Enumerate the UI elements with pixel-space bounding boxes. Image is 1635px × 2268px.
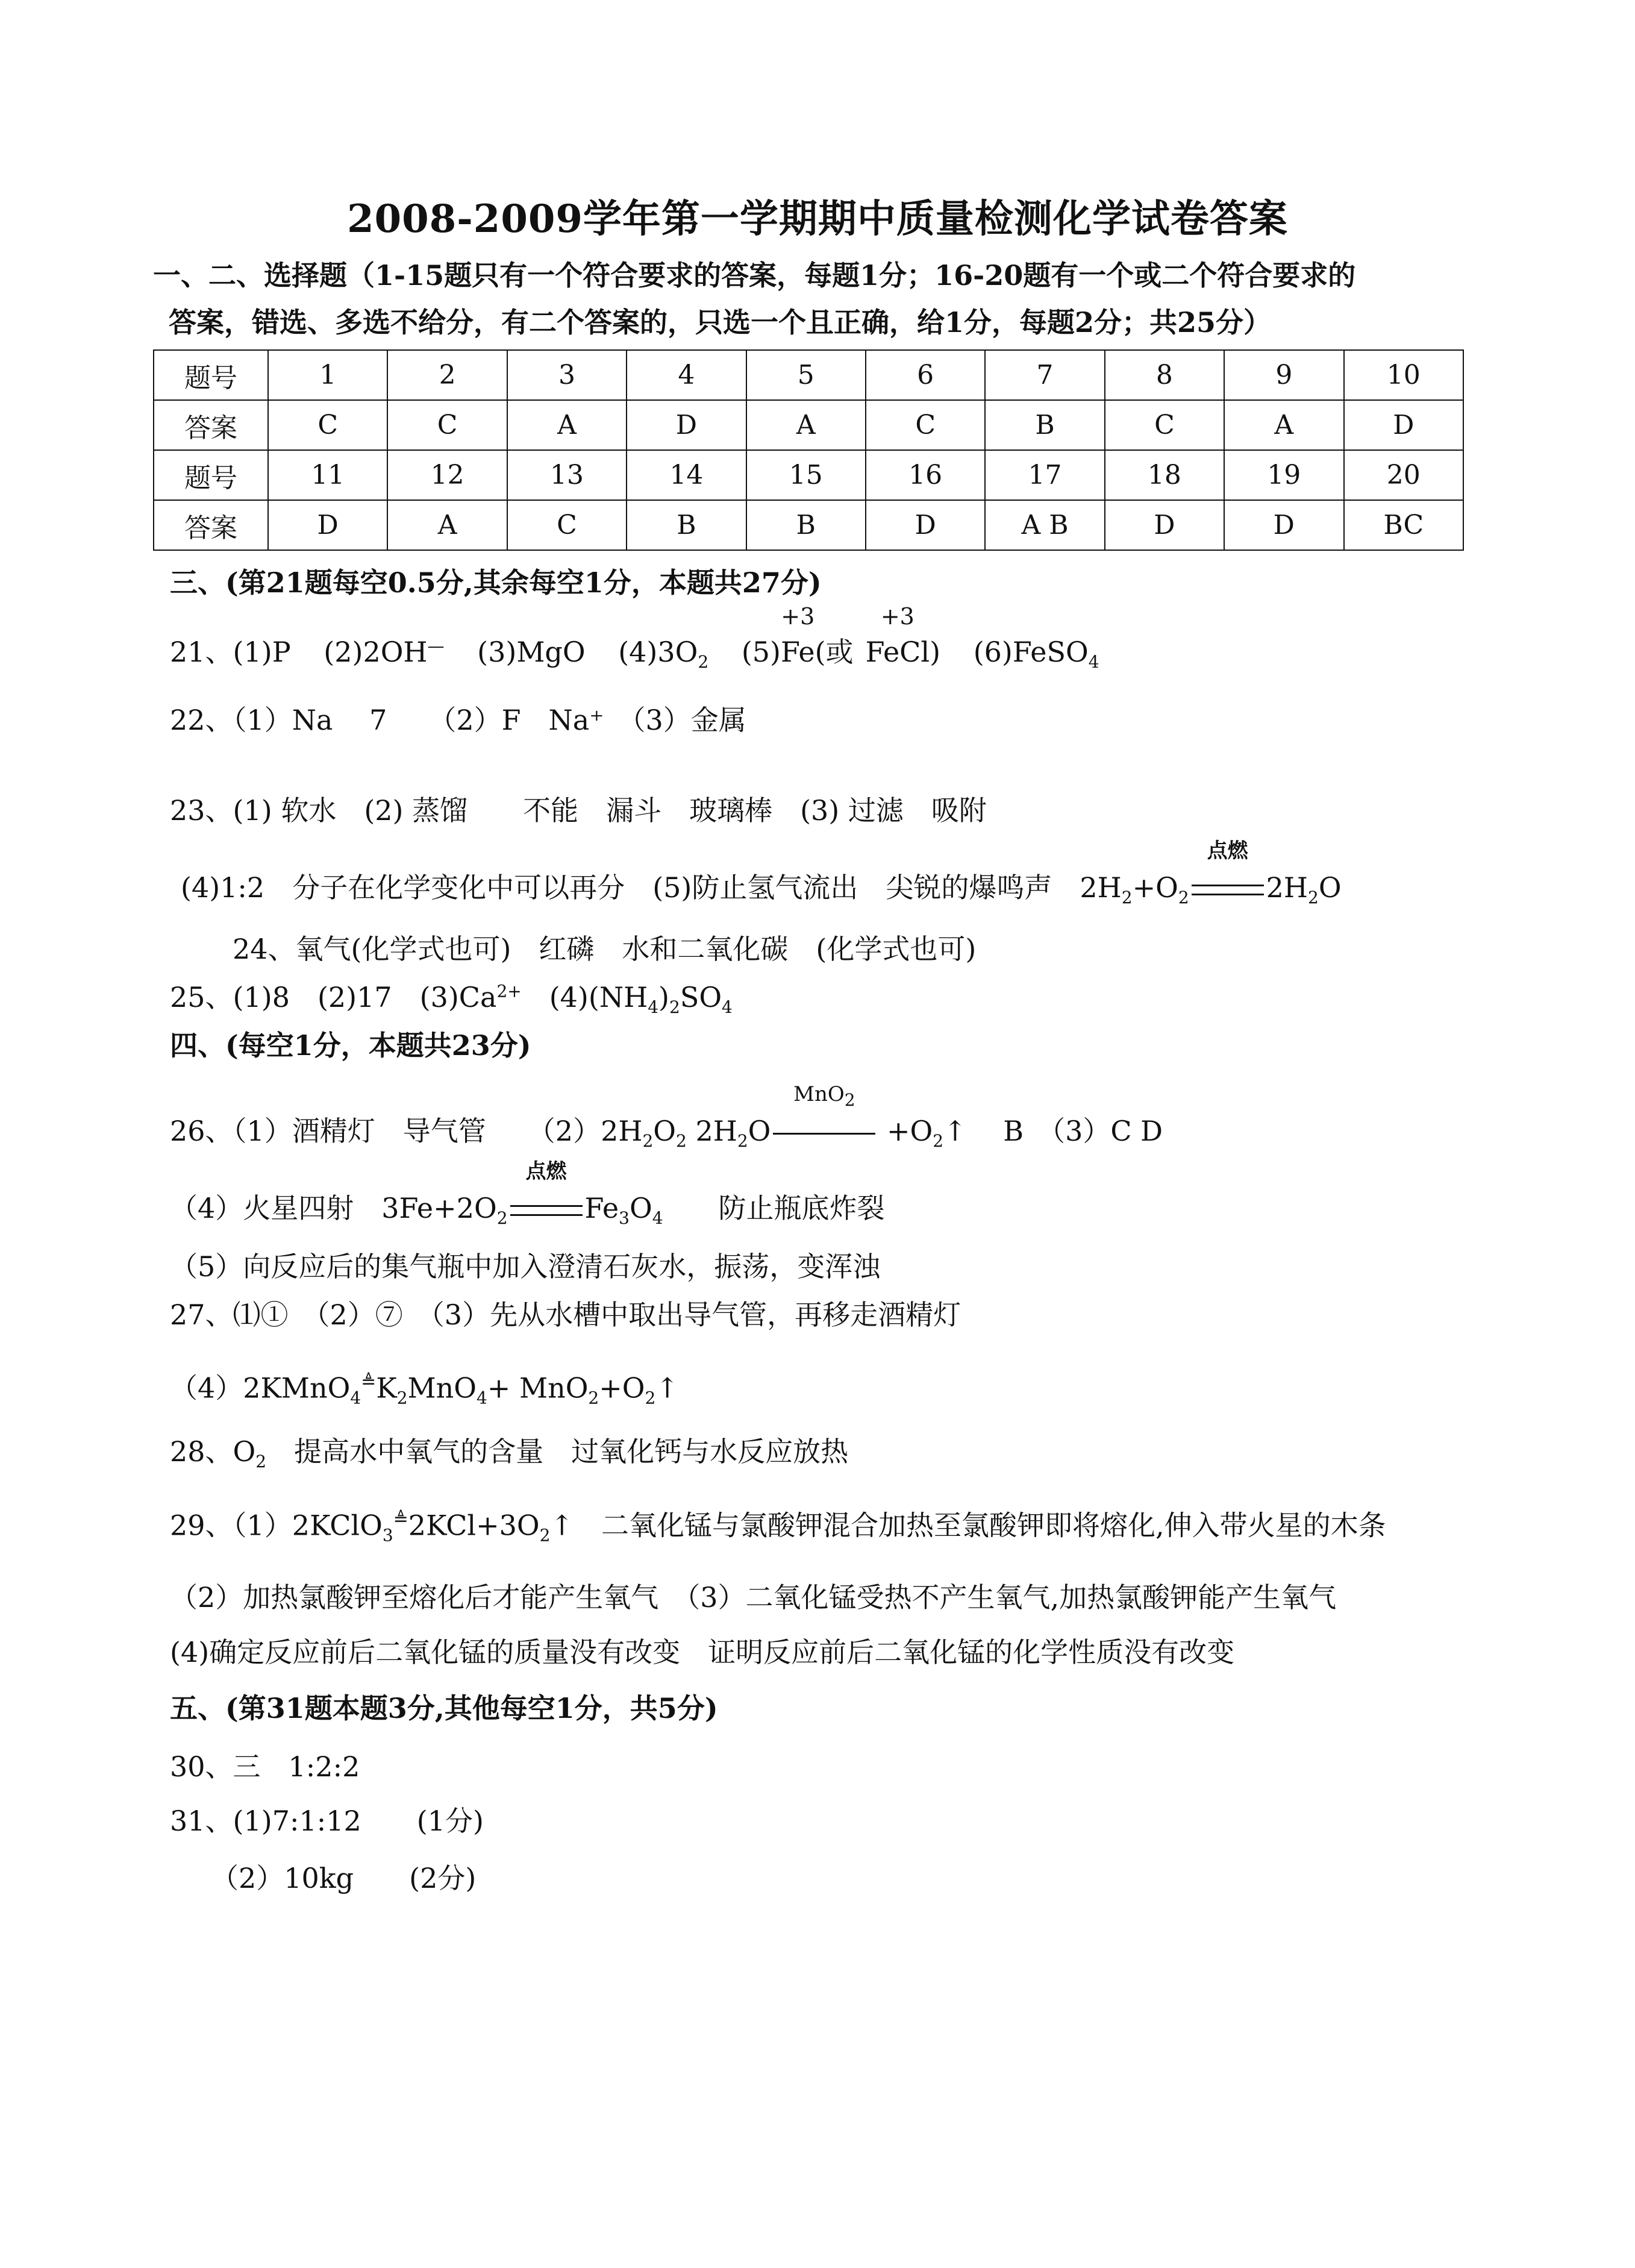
table-cell: C (268, 400, 387, 450)
table-row (154, 350, 1463, 400)
table-cell: A (387, 500, 507, 550)
table-cell: C (507, 500, 627, 550)
table-cell: 13 (507, 450, 627, 500)
section4-header: 四、(每空1分，本题共23分) (170, 1029, 531, 1062)
reaction-arrow-ignite: 点燃 (1189, 871, 1266, 904)
table-cell: 1 (268, 350, 387, 400)
table-cell: D (268, 500, 387, 550)
table-row-header: 答案 (154, 500, 268, 550)
table-cell: 16 (866, 450, 985, 500)
table-row (154, 400, 1463, 450)
answer-table (153, 349, 1464, 551)
q26-answer-line3: （5）向反应后的集气瓶中加入澄清石灰水，振荡，变浑浊 (170, 1250, 881, 1283)
table-row-header: 题号 (154, 350, 268, 400)
table-cell: D (1344, 400, 1463, 450)
reaction-arrow-catalyst: MnO$_2$ (771, 1115, 878, 1148)
table-cell: BC (1344, 500, 1463, 550)
q21-a3: (3)MgO (477, 636, 586, 668)
q21-a1: 21、(1)P (170, 636, 291, 668)
table-cell: 15 (746, 450, 866, 500)
table-row (154, 500, 1463, 550)
page-title: 2008-2009学年第一学期期中质量检测化学试卷答案 (347, 196, 1288, 242)
table-cell: A (1224, 400, 1343, 450)
table-cell: A (746, 400, 866, 450)
table-cell: 10 (1344, 350, 1463, 400)
table-cell: B (627, 500, 746, 550)
section1-instructions-line2: 答案，错选、多选不给分，有二个答案的，只选一个且正确，给1分，每题2分；共25分） (169, 306, 1272, 339)
q31-answer-line1: 31、(1)7:1:12 (1分) (170, 1805, 484, 1837)
q30-answer: 30、三 1:2:2 (170, 1750, 360, 1783)
table-cell: 14 (627, 450, 746, 500)
table-cell: D (1224, 500, 1343, 550)
table-cell: 11 (268, 450, 387, 500)
table-cell: D (627, 400, 746, 450)
table-cell: 17 (985, 450, 1104, 500)
table-cell: 20 (1344, 450, 1463, 500)
q26-answer-line2: （4）火星四射 $3Fe+2O_2$ 点燃 $Fe_3O_4$ 防止瓶底炸裂 (170, 1159, 885, 1229)
q21-a2: (2)2OH— (324, 636, 445, 668)
q21-a4: $(4)3O_2$ (618, 636, 709, 672)
table-cell: C (387, 400, 507, 450)
q21-answer (170, 603, 1099, 672)
table-cell: 5 (746, 350, 866, 400)
table-cell: D (1105, 500, 1224, 550)
q28-answer: 28、$O_2$ 提高水中氧气的含量 过氧化钙与水反应放热 (170, 1435, 849, 1472)
section3-header: 三、(第21题每空0.5分,其余每空1分，本题共27分) (170, 566, 822, 599)
table-cell: 12 (387, 450, 507, 500)
section1-instructions-line1: 一、二、选择题（1-15题只有一个符合要求的答案，每题1分；16-20题有一个或二个符合要求的 (153, 259, 1356, 292)
q29-answer-line3: (4)确定反应前后二氧化锰的质量没有改变 证明反应前后二氧化锰的化学性质没有改变 (170, 1636, 1235, 1668)
table-row-header: 题号 (154, 450, 268, 500)
table-cell: C (1105, 400, 1224, 450)
table-cell: A (507, 400, 627, 450)
q22-answer: 22、（1）Na 7 （2）F Na⁺ （3）金属 (170, 704, 746, 736)
table-cell: 6 (866, 350, 985, 400)
table-row (154, 450, 1463, 500)
table-cell: 19 (1224, 450, 1343, 500)
table-cell: 7 (985, 350, 1104, 400)
table-cell: A B (985, 500, 1104, 550)
table-cell: 8 (1105, 350, 1224, 400)
q29-answer-line1: 29、$(1)2KClO_3^≜2KCl+3O_2↑$ 二氧化锰与氯酸钾混合加热至氯酸钾即将熔化,伸入带火星的木条 (170, 1509, 1386, 1546)
section5-header: 五、(第31题本题3分,其他每空1分，共5分) (170, 1692, 718, 1724)
q25-answer: 25、(1)8 (2)17 $(3)Ca^{2+}$ $(4)(NH_4)_2SO_4$ (170, 981, 733, 1018)
q23-answer-line2: (4)1:2 分子在化学变化中可以再分 (5)防止氢气流出 尖锐的爆鸣声 $2H_2+O_2$ 点燃 $2H_2O$ (181, 839, 1342, 908)
table-cell: 9 (1224, 350, 1343, 400)
table-cell: 2 (387, 350, 507, 400)
table-row-header: 答案 (154, 400, 268, 450)
q23-answer-line1: 23、(1) 软水 (2) 蒸馏 不能 漏斗 玻璃棒 (3) 过滤 吸附 (170, 794, 987, 827)
q26-answer-line1: 26、（1）酒精灯 导气管 $(2)2H_2O_2$ $2H_2O$ MnO$_2$ $+O_2↑$ B （3）C D (170, 1082, 1163, 1151)
q27-answer-line2: $(4)2KMnO_4^≜K_2MnO_4+$ $MnO_2+O_2↑$ (170, 1371, 679, 1408)
reaction-arrow-ignite: 点燃 (508, 1192, 585, 1225)
table-cell: D (866, 500, 985, 550)
q31-answer-line2: （2）10kg (2分) (211, 1862, 477, 1894)
table-cell: B (746, 500, 866, 550)
q27-answer-line1: 27、⑴① （2）⑦ （3）先从水槽中取出导气管，再移走酒精灯 (170, 1298, 961, 1331)
q21-a5: (5) +3 Fe(或 +3 FeCl) (741, 603, 941, 668)
heat-condition-icon: ≜ (361, 1371, 377, 1392)
table-cell: 4 (627, 350, 746, 400)
table-cell: 3 (507, 350, 627, 400)
table-cell: 18 (1105, 450, 1224, 500)
q29-answer-line2: （2）加热氯酸钾至熔化后才能产生氧气 （3）二氧化锰受热不产生氧气,加热氯酸钾能产生氧气 (170, 1581, 1337, 1614)
heat-condition-icon: ≜ (393, 1509, 408, 1530)
table-cell: B (985, 400, 1104, 450)
q24-answer: 24、氧气(化学式也可) 红磷 水和二氧化碳 (化学式也可) (233, 933, 977, 965)
q21-a6: (6)FeSO$_4$ (973, 636, 1099, 672)
table-cell: C (866, 400, 985, 450)
